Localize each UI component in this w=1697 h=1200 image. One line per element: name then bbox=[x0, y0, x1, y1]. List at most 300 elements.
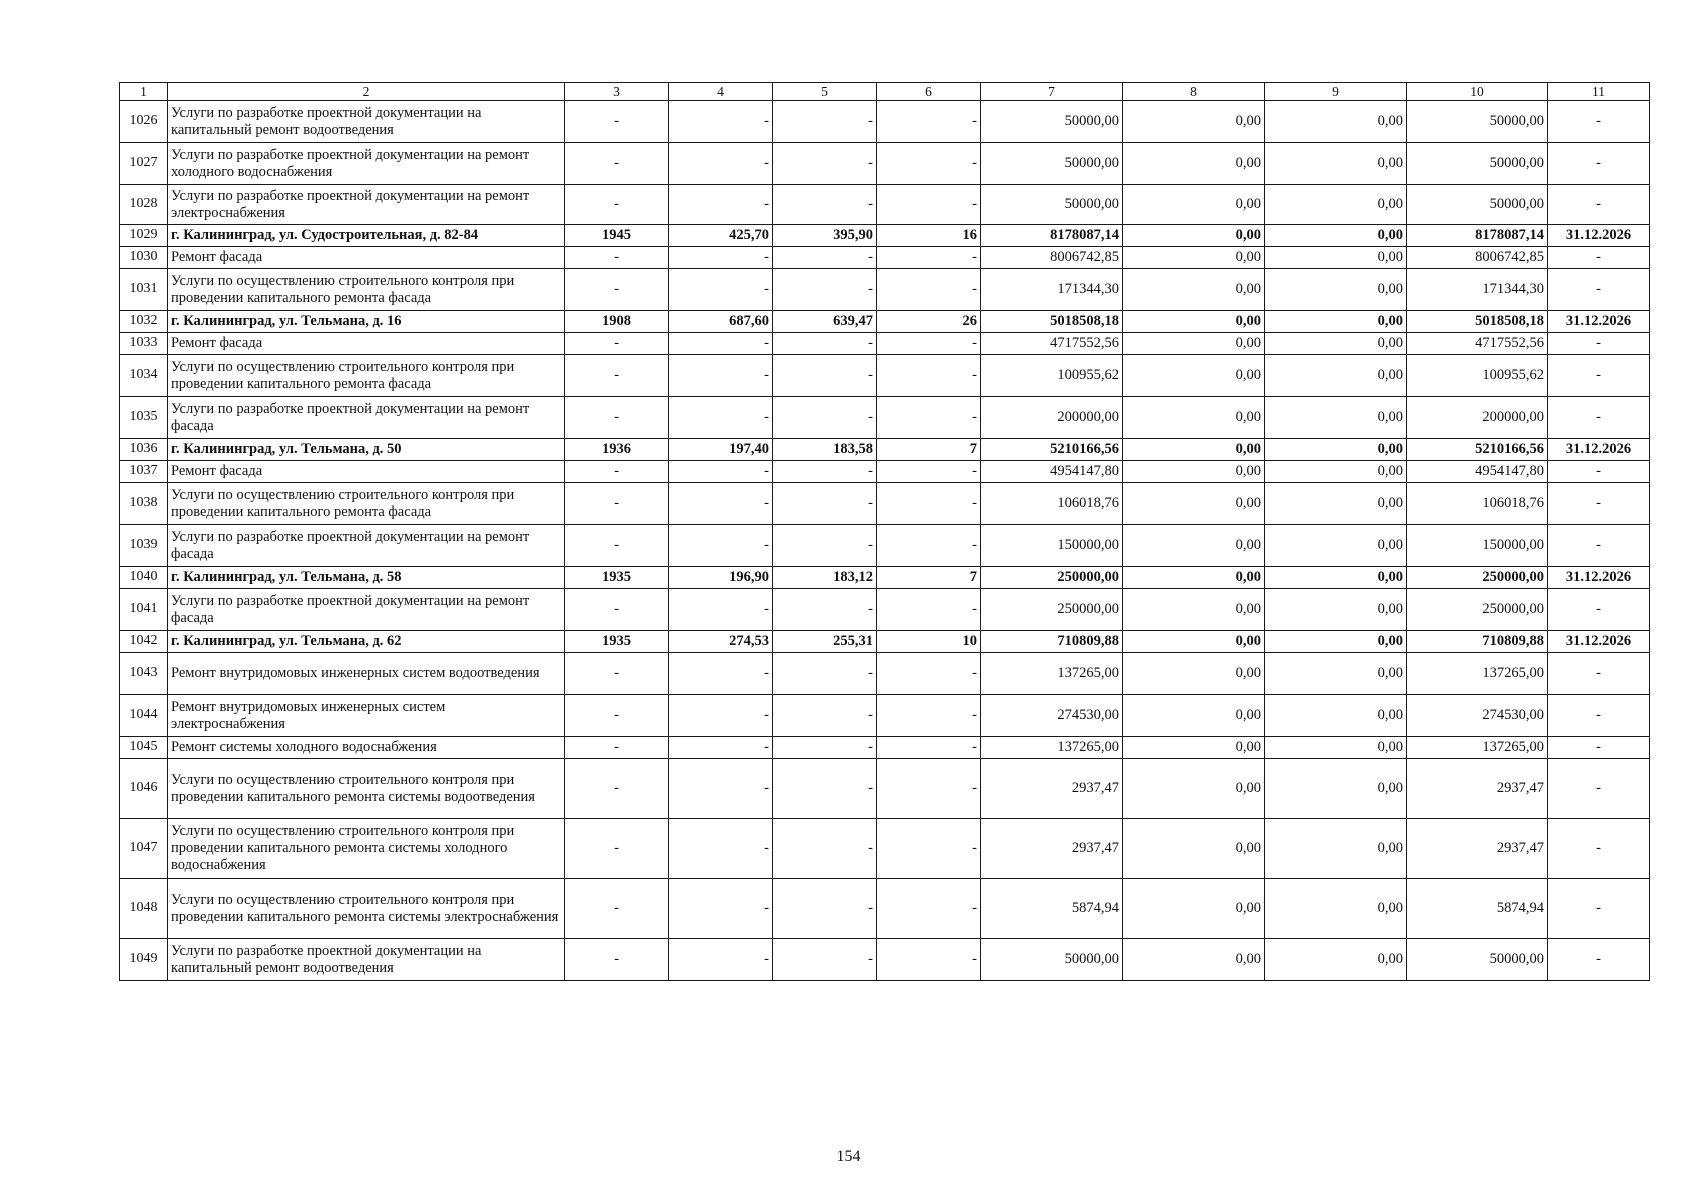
column-header: 2 bbox=[168, 83, 565, 101]
federal-funds-cell: 0,00 bbox=[1123, 269, 1265, 311]
total-area-cell: 274,53 bbox=[669, 631, 773, 653]
regional-funds-cell: 0,00 bbox=[1265, 631, 1407, 653]
row-number-cell: 1027 bbox=[120, 143, 168, 185]
total-area-cell: - bbox=[669, 101, 773, 143]
owner-funds-cell: 171344,30 bbox=[1407, 269, 1548, 311]
owner-funds-cell: 50000,00 bbox=[1407, 185, 1548, 225]
page-number: 154 bbox=[836, 1148, 861, 1165]
table-row bbox=[120, 589, 1650, 631]
total-area-cell: - bbox=[669, 143, 773, 185]
row-number-cell: 1039 bbox=[120, 525, 168, 567]
regional-funds-cell: 0,00 bbox=[1265, 101, 1407, 143]
residents-count-cell: - bbox=[877, 101, 981, 143]
total-cost-cell: 5018508,18 bbox=[981, 311, 1123, 333]
owner-funds-cell: 4717552,56 bbox=[1407, 333, 1548, 355]
regional-funds-cell: 0,00 bbox=[1265, 397, 1407, 439]
total-cost-cell: 200000,00 bbox=[981, 397, 1123, 439]
residents-count-cell: - bbox=[877, 269, 981, 311]
row-number-cell: 1031 bbox=[120, 269, 168, 311]
completion-date-cell: - bbox=[1548, 525, 1650, 567]
table-row bbox=[120, 185, 1650, 225]
table-row bbox=[120, 461, 1650, 483]
living-area-cell: 639,47 bbox=[773, 311, 877, 333]
living-area-cell: - bbox=[773, 737, 877, 759]
residents-count-cell: - bbox=[877, 589, 981, 631]
regional-funds-cell: 0,00 bbox=[1265, 247, 1407, 269]
residents-count-cell: - bbox=[877, 247, 981, 269]
regional-funds-cell: 0,00 bbox=[1265, 695, 1407, 737]
living-area-cell: - bbox=[773, 653, 877, 695]
column-header: 6 bbox=[877, 83, 981, 101]
table-row bbox=[120, 355, 1650, 397]
column-header: 1 bbox=[120, 83, 168, 101]
build-year-cell: 1935 bbox=[565, 567, 669, 589]
total-area-cell: - bbox=[669, 759, 773, 819]
total-cost-cell: 50000,00 bbox=[981, 939, 1123, 981]
residents-count-cell: - bbox=[877, 143, 981, 185]
completion-date-cell: 31.12.2026 bbox=[1548, 567, 1650, 589]
living-area-cell: - bbox=[773, 247, 877, 269]
federal-funds-cell: 0,00 bbox=[1123, 631, 1265, 653]
total-area-cell: - bbox=[669, 397, 773, 439]
capital-repair-table bbox=[119, 82, 1650, 981]
federal-funds-cell: 0,00 bbox=[1123, 397, 1265, 439]
federal-funds-cell: 0,00 bbox=[1123, 483, 1265, 525]
work-description-cell: Услуги по осуществлению строительного контроля при проведении капитального ремонта системы электроснабжения bbox=[168, 879, 565, 939]
owner-funds-cell: 137265,00 bbox=[1407, 653, 1548, 695]
build-year-cell: - bbox=[565, 653, 669, 695]
completion-date-cell: 31.12.2026 bbox=[1548, 439, 1650, 461]
total-cost-cell: 137265,00 bbox=[981, 653, 1123, 695]
total-cost-cell: 137265,00 bbox=[981, 737, 1123, 759]
total-cost-cell: 171344,30 bbox=[981, 269, 1123, 311]
regional-funds-cell: 0,00 bbox=[1265, 653, 1407, 695]
table-row bbox=[120, 759, 1650, 819]
living-area-cell: - bbox=[773, 879, 877, 939]
living-area-cell: - bbox=[773, 461, 877, 483]
row-number-cell: 1026 bbox=[120, 101, 168, 143]
total-area-cell: - bbox=[669, 653, 773, 695]
row-number-cell: 1032 bbox=[120, 311, 168, 333]
residents-count-cell: - bbox=[877, 461, 981, 483]
work-description-cell: Услуги по осуществлению строительного контроля при проведении капитального ремонта системы холодного водоснабжения bbox=[168, 819, 565, 879]
work-description-cell: Услуги по осуществлению строительного контроля при проведении капитального ремонта фасада bbox=[168, 269, 565, 311]
total-cost-cell: 50000,00 bbox=[981, 101, 1123, 143]
table-body bbox=[120, 83, 1650, 981]
table-row bbox=[120, 143, 1650, 185]
living-area-cell: - bbox=[773, 101, 877, 143]
residents-count-cell: - bbox=[877, 483, 981, 525]
build-year-cell: - bbox=[565, 939, 669, 981]
table-row bbox=[120, 695, 1650, 737]
total-area-cell: - bbox=[669, 269, 773, 311]
completion-date-cell: - bbox=[1548, 333, 1650, 355]
owner-funds-cell: 100955,62 bbox=[1407, 355, 1548, 397]
work-description-cell: г. Калининград, ул. Тельмана, д. 50 bbox=[168, 439, 565, 461]
work-description-cell: Ремонт внутридомовых инженерных систем электроснабжения bbox=[168, 695, 565, 737]
completion-date-cell: - bbox=[1548, 653, 1650, 695]
federal-funds-cell: 0,00 bbox=[1123, 185, 1265, 225]
regional-funds-cell: 0,00 bbox=[1265, 333, 1407, 355]
total-area-cell: - bbox=[669, 461, 773, 483]
federal-funds-cell: 0,00 bbox=[1123, 143, 1265, 185]
completion-date-cell: - bbox=[1548, 269, 1650, 311]
living-area-cell: - bbox=[773, 269, 877, 311]
build-year-cell: - bbox=[565, 397, 669, 439]
table-row bbox=[120, 247, 1650, 269]
work-description-cell: Услуги по разработке проектной документации на ремонт холодного водоснабжения bbox=[168, 143, 565, 185]
table-row bbox=[120, 101, 1650, 143]
completion-date-cell: - bbox=[1548, 461, 1650, 483]
living-area-cell: - bbox=[773, 939, 877, 981]
residents-count-cell: 16 bbox=[877, 225, 981, 247]
regional-funds-cell: 0,00 bbox=[1265, 461, 1407, 483]
work-description-cell: Услуги по разработке проектной документации на ремонт электроснабжения bbox=[168, 185, 565, 225]
regional-funds-cell: 0,00 bbox=[1265, 737, 1407, 759]
completion-date-cell: - bbox=[1548, 759, 1650, 819]
table-row bbox=[120, 311, 1650, 333]
completion-date-cell: - bbox=[1548, 819, 1650, 879]
residents-count-cell: - bbox=[877, 737, 981, 759]
total-cost-cell: 274530,00 bbox=[981, 695, 1123, 737]
total-cost-cell: 106018,76 bbox=[981, 483, 1123, 525]
federal-funds-cell: 0,00 bbox=[1123, 225, 1265, 247]
completion-date-cell: - bbox=[1548, 695, 1650, 737]
total-area-cell: - bbox=[669, 695, 773, 737]
build-year-cell: - bbox=[565, 101, 669, 143]
completion-date-cell: - bbox=[1548, 397, 1650, 439]
living-area-cell: 255,31 bbox=[773, 631, 877, 653]
living-area-cell: 183,58 bbox=[773, 439, 877, 461]
table-row bbox=[120, 879, 1650, 939]
federal-funds-cell: 0,00 bbox=[1123, 653, 1265, 695]
owner-funds-cell: 137265,00 bbox=[1407, 737, 1548, 759]
column-header: 9 bbox=[1265, 83, 1407, 101]
row-number-cell: 1033 bbox=[120, 333, 168, 355]
total-area-cell: - bbox=[669, 819, 773, 879]
build-year-cell: - bbox=[565, 525, 669, 567]
federal-funds-cell: 0,00 bbox=[1123, 461, 1265, 483]
completion-date-cell: - bbox=[1548, 355, 1650, 397]
column-header: 3 bbox=[565, 83, 669, 101]
regional-funds-cell: 0,00 bbox=[1265, 185, 1407, 225]
table-row bbox=[120, 653, 1650, 695]
regional-funds-cell: 0,00 bbox=[1265, 879, 1407, 939]
completion-date-cell: - bbox=[1548, 143, 1650, 185]
completion-date-cell: 31.12.2026 bbox=[1548, 631, 1650, 653]
total-area-cell: - bbox=[669, 185, 773, 225]
build-year-cell: - bbox=[565, 819, 669, 879]
regional-funds-cell: 0,00 bbox=[1265, 355, 1407, 397]
regional-funds-cell: 0,00 bbox=[1265, 819, 1407, 879]
total-cost-cell: 8006742,85 bbox=[981, 247, 1123, 269]
federal-funds-cell: 0,00 bbox=[1123, 737, 1265, 759]
work-description-cell: Услуги по разработке проектной документации на капитальный ремонт водоотведения bbox=[168, 101, 565, 143]
residents-count-cell: - bbox=[877, 879, 981, 939]
build-year-cell: - bbox=[565, 269, 669, 311]
owner-funds-cell: 8006742,85 bbox=[1407, 247, 1548, 269]
completion-date-cell: - bbox=[1548, 879, 1650, 939]
work-description-cell: Услуги по осуществлению строительного контроля при проведении капитального ремонта системы водоотведения bbox=[168, 759, 565, 819]
build-year-cell: - bbox=[565, 737, 669, 759]
regional-funds-cell: 0,00 bbox=[1265, 269, 1407, 311]
work-description-cell: Ремонт фасада bbox=[168, 461, 565, 483]
federal-funds-cell: 0,00 bbox=[1123, 589, 1265, 631]
owner-funds-cell: 8178087,14 bbox=[1407, 225, 1548, 247]
table-row bbox=[120, 439, 1650, 461]
total-cost-cell: 150000,00 bbox=[981, 525, 1123, 567]
federal-funds-cell: 0,00 bbox=[1123, 819, 1265, 879]
total-cost-cell: 5874,94 bbox=[981, 879, 1123, 939]
build-year-cell: 1935 bbox=[565, 631, 669, 653]
owner-funds-cell: 50000,00 bbox=[1407, 143, 1548, 185]
total-cost-cell: 250000,00 bbox=[981, 589, 1123, 631]
federal-funds-cell: 0,00 bbox=[1123, 525, 1265, 567]
row-number-cell: 1030 bbox=[120, 247, 168, 269]
row-number-cell: 1045 bbox=[120, 737, 168, 759]
residents-count-cell: - bbox=[877, 819, 981, 879]
owner-funds-cell: 5210166,56 bbox=[1407, 439, 1548, 461]
work-description-cell: Услуги по осуществлению строительного контроля при проведении капитального ремонта фасада bbox=[168, 355, 565, 397]
owner-funds-cell: 2937,47 bbox=[1407, 819, 1548, 879]
row-number-cell: 1049 bbox=[120, 939, 168, 981]
row-number-cell: 1038 bbox=[120, 483, 168, 525]
living-area-cell: 183,12 bbox=[773, 567, 877, 589]
work-description-cell: г. Калининград, ул. Тельмана, д. 62 bbox=[168, 631, 565, 653]
build-year-cell: - bbox=[565, 355, 669, 397]
column-header: 5 bbox=[773, 83, 877, 101]
total-area-cell: 197,40 bbox=[669, 439, 773, 461]
table-row bbox=[120, 225, 1650, 247]
table-row bbox=[120, 525, 1650, 567]
total-area-cell: - bbox=[669, 333, 773, 355]
total-area-cell: - bbox=[669, 483, 773, 525]
row-number-cell: 1044 bbox=[120, 695, 168, 737]
row-number-cell: 1028 bbox=[120, 185, 168, 225]
total-area-cell: 196,90 bbox=[669, 567, 773, 589]
table-row bbox=[120, 397, 1650, 439]
column-number-header-row bbox=[120, 83, 1650, 101]
row-number-cell: 1042 bbox=[120, 631, 168, 653]
owner-funds-cell: 5874,94 bbox=[1407, 879, 1548, 939]
residents-count-cell: 7 bbox=[877, 439, 981, 461]
total-cost-cell: 4954147,80 bbox=[981, 461, 1123, 483]
build-year-cell: 1936 bbox=[565, 439, 669, 461]
build-year-cell: - bbox=[565, 483, 669, 525]
total-area-cell: - bbox=[669, 737, 773, 759]
total-area-cell: 425,70 bbox=[669, 225, 773, 247]
total-area-cell: 687,60 bbox=[669, 311, 773, 333]
federal-funds-cell: 0,00 bbox=[1123, 695, 1265, 737]
completion-date-cell: - bbox=[1548, 589, 1650, 631]
regional-funds-cell: 0,00 bbox=[1265, 225, 1407, 247]
living-area-cell: - bbox=[773, 589, 877, 631]
owner-funds-cell: 200000,00 bbox=[1407, 397, 1548, 439]
build-year-cell: - bbox=[565, 759, 669, 819]
owner-funds-cell: 5018508,18 bbox=[1407, 311, 1548, 333]
residents-count-cell: 7 bbox=[877, 567, 981, 589]
total-cost-cell: 8178087,14 bbox=[981, 225, 1123, 247]
living-area-cell: - bbox=[773, 819, 877, 879]
work-description-cell: Ремонт фасада bbox=[168, 247, 565, 269]
work-description-cell: г. Калининград, ул. Судостроительная, д. 82-84 bbox=[168, 225, 565, 247]
table-row bbox=[120, 333, 1650, 355]
regional-funds-cell: 0,00 bbox=[1265, 589, 1407, 631]
work-description-cell: Услуги по разработке проектной документации на ремонт фасада bbox=[168, 525, 565, 567]
total-cost-cell: 50000,00 bbox=[981, 143, 1123, 185]
work-description-cell: г. Калининград, ул. Тельмана, д. 58 bbox=[168, 567, 565, 589]
total-cost-cell: 5210166,56 bbox=[981, 439, 1123, 461]
federal-funds-cell: 0,00 bbox=[1123, 355, 1265, 397]
build-year-cell: 1908 bbox=[565, 311, 669, 333]
federal-funds-cell: 0,00 bbox=[1123, 311, 1265, 333]
total-area-cell: - bbox=[669, 355, 773, 397]
residents-count-cell: - bbox=[877, 355, 981, 397]
build-year-cell: - bbox=[565, 461, 669, 483]
build-year-cell: - bbox=[565, 143, 669, 185]
table-row bbox=[120, 483, 1650, 525]
total-area-cell: - bbox=[669, 879, 773, 939]
regional-funds-cell: 0,00 bbox=[1265, 143, 1407, 185]
completion-date-cell: - bbox=[1548, 939, 1650, 981]
regional-funds-cell: 0,00 bbox=[1265, 525, 1407, 567]
owner-funds-cell: 250000,00 bbox=[1407, 567, 1548, 589]
build-year-cell: - bbox=[565, 879, 669, 939]
column-header: 7 bbox=[981, 83, 1123, 101]
federal-funds-cell: 0,00 bbox=[1123, 939, 1265, 981]
work-description-cell: Ремонт внутридомовых инженерных систем водоотведения bbox=[168, 653, 565, 695]
owner-funds-cell: 106018,76 bbox=[1407, 483, 1548, 525]
build-year-cell: - bbox=[565, 695, 669, 737]
total-cost-cell: 100955,62 bbox=[981, 355, 1123, 397]
work-description-cell: г. Калининград, ул. Тельмана, д. 16 bbox=[168, 311, 565, 333]
living-area-cell: - bbox=[773, 397, 877, 439]
build-year-cell: - bbox=[565, 333, 669, 355]
living-area-cell: - bbox=[773, 185, 877, 225]
row-number-cell: 1034 bbox=[120, 355, 168, 397]
completion-date-cell: - bbox=[1548, 185, 1650, 225]
build-year-cell: - bbox=[565, 185, 669, 225]
row-number-cell: 1040 bbox=[120, 567, 168, 589]
living-area-cell: - bbox=[773, 333, 877, 355]
regional-funds-cell: 0,00 bbox=[1265, 759, 1407, 819]
work-description-cell: Ремонт системы холодного водоснабжения bbox=[168, 737, 565, 759]
completion-date-cell: - bbox=[1548, 101, 1650, 143]
federal-funds-cell: 0,00 bbox=[1123, 879, 1265, 939]
owner-funds-cell: 710809,88 bbox=[1407, 631, 1548, 653]
living-area-cell: - bbox=[773, 759, 877, 819]
regional-funds-cell: 0,00 bbox=[1265, 567, 1407, 589]
residents-count-cell: - bbox=[877, 397, 981, 439]
total-area-cell: - bbox=[669, 525, 773, 567]
residents-count-cell: 10 bbox=[877, 631, 981, 653]
table-row bbox=[120, 819, 1650, 879]
row-number-cell: 1048 bbox=[120, 879, 168, 939]
total-cost-cell: 2937,47 bbox=[981, 759, 1123, 819]
regional-funds-cell: 0,00 bbox=[1265, 483, 1407, 525]
row-number-cell: 1035 bbox=[120, 397, 168, 439]
owner-funds-cell: 274530,00 bbox=[1407, 695, 1548, 737]
total-cost-cell: 710809,88 bbox=[981, 631, 1123, 653]
column-header: 4 bbox=[669, 83, 773, 101]
table-row bbox=[120, 631, 1650, 653]
total-area-cell: - bbox=[669, 589, 773, 631]
total-cost-cell: 50000,00 bbox=[981, 185, 1123, 225]
work-description-cell: Услуги по осуществлению строительного контроля при проведении капитального ремонта фасада bbox=[168, 483, 565, 525]
build-year-cell: - bbox=[565, 247, 669, 269]
row-number-cell: 1036 bbox=[120, 439, 168, 461]
work-description-cell: Ремонт фасада bbox=[168, 333, 565, 355]
table-row bbox=[120, 567, 1650, 589]
build-year-cell: - bbox=[565, 589, 669, 631]
living-area-cell: - bbox=[773, 483, 877, 525]
column-header: 8 bbox=[1123, 83, 1265, 101]
residents-count-cell: - bbox=[877, 525, 981, 567]
federal-funds-cell: 0,00 bbox=[1123, 439, 1265, 461]
living-area-cell: - bbox=[773, 695, 877, 737]
owner-funds-cell: 50000,00 bbox=[1407, 101, 1548, 143]
work-description-cell: Услуги по разработке проектной документации на ремонт фасада bbox=[168, 397, 565, 439]
total-cost-cell: 2937,47 bbox=[981, 819, 1123, 879]
owner-funds-cell: 150000,00 bbox=[1407, 525, 1548, 567]
owner-funds-cell: 250000,00 bbox=[1407, 589, 1548, 631]
total-cost-cell: 4717552,56 bbox=[981, 333, 1123, 355]
work-description-cell: Услуги по разработке проектной документации на ремонт фасада bbox=[168, 589, 565, 631]
table-row bbox=[120, 939, 1650, 981]
residents-count-cell: - bbox=[877, 759, 981, 819]
row-number-cell: 1037 bbox=[120, 461, 168, 483]
living-area-cell: 395,90 bbox=[773, 225, 877, 247]
table-row bbox=[120, 737, 1650, 759]
column-header: 10 bbox=[1407, 83, 1548, 101]
living-area-cell: - bbox=[773, 525, 877, 567]
row-number-cell: 1029 bbox=[120, 225, 168, 247]
row-number-cell: 1043 bbox=[120, 653, 168, 695]
total-area-cell: - bbox=[669, 247, 773, 269]
federal-funds-cell: 0,00 bbox=[1123, 567, 1265, 589]
completion-date-cell: - bbox=[1548, 737, 1650, 759]
living-area-cell: - bbox=[773, 355, 877, 397]
federal-funds-cell: 0,00 bbox=[1123, 247, 1265, 269]
completion-date-cell: 31.12.2026 bbox=[1548, 311, 1650, 333]
row-number-cell: 1046 bbox=[120, 759, 168, 819]
row-number-cell: 1041 bbox=[120, 589, 168, 631]
regional-funds-cell: 0,00 bbox=[1265, 439, 1407, 461]
federal-funds-cell: 0,00 bbox=[1123, 333, 1265, 355]
owner-funds-cell: 2937,47 bbox=[1407, 759, 1548, 819]
residents-count-cell: - bbox=[877, 653, 981, 695]
table-row bbox=[120, 269, 1650, 311]
federal-funds-cell: 0,00 bbox=[1123, 101, 1265, 143]
residents-count-cell: - bbox=[877, 695, 981, 737]
completion-date-cell: - bbox=[1548, 483, 1650, 525]
owner-funds-cell: 50000,00 bbox=[1407, 939, 1548, 981]
regional-funds-cell: 0,00 bbox=[1265, 939, 1407, 981]
total-area-cell: - bbox=[669, 939, 773, 981]
residents-count-cell: - bbox=[877, 185, 981, 225]
work-description-cell: Услуги по разработке проектной документации на капитальный ремонт водоотведения bbox=[168, 939, 565, 981]
build-year-cell: 1945 bbox=[565, 225, 669, 247]
residents-count-cell: 26 bbox=[877, 311, 981, 333]
residents-count-cell: - bbox=[877, 939, 981, 981]
residents-count-cell: - bbox=[877, 333, 981, 355]
completion-date-cell: 31.12.2026 bbox=[1548, 225, 1650, 247]
owner-funds-cell: 4954147,80 bbox=[1407, 461, 1548, 483]
column-header: 11 bbox=[1548, 83, 1650, 101]
living-area-cell: - bbox=[773, 143, 877, 185]
federal-funds-cell: 0,00 bbox=[1123, 759, 1265, 819]
total-cost-cell: 250000,00 bbox=[981, 567, 1123, 589]
